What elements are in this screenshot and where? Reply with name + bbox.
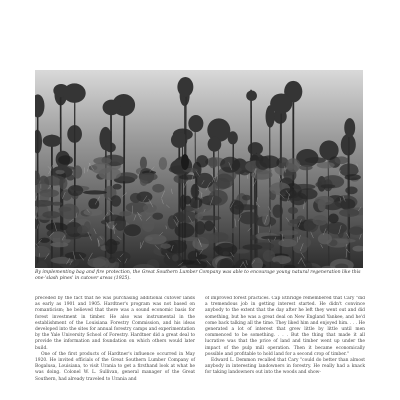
pine-foliage — [160, 243, 171, 248]
pine-foliage — [196, 155, 208, 167]
pine-foliage — [345, 186, 357, 194]
pine-foliage — [315, 196, 334, 205]
tree-crown — [208, 137, 222, 152]
pine-foliage — [97, 235, 105, 244]
pine-foliage — [240, 170, 250, 175]
pine-foliage — [42, 211, 60, 218]
pine-foliage — [173, 212, 186, 222]
tree-crown — [63, 83, 86, 102]
pine-foliage — [213, 246, 222, 252]
pine-foliage — [242, 195, 251, 201]
pine-foliage — [84, 221, 91, 231]
pine-foliage — [335, 156, 349, 164]
pine-foliage — [83, 190, 107, 194]
tree-crown — [341, 134, 356, 156]
pine-foliage — [327, 222, 347, 234]
pine-foliage — [145, 236, 152, 241]
pine-foliage — [338, 228, 344, 238]
pine-foliage — [152, 184, 164, 193]
pine-foliage — [131, 210, 141, 214]
tree-crown — [248, 142, 263, 155]
pine-foliage — [83, 209, 102, 216]
tree-crown — [171, 132, 187, 148]
pine-foliage — [130, 193, 141, 203]
tree-crown — [43, 135, 62, 147]
pine-foliage — [114, 216, 126, 231]
pine-foliage — [279, 230, 298, 235]
pine-foliage — [105, 239, 117, 254]
tree-crown — [188, 115, 203, 132]
left-paragraph-2: One of the first products of Hardtner's influence occurred in May 1920. He invited officials of the Great Southern Lumber Company of Bogalusa, Louisiana, to visit Urania to get a firsthand look at what he was doing. Colonel W. L. Sullivan, general manager of the Great Southern, had already traveled to Urania and — [35, 351, 195, 382]
pine-foliage — [196, 173, 214, 188]
pine-foliage — [220, 157, 240, 173]
pine-foliage — [339, 209, 359, 217]
pine-foliage — [298, 188, 318, 199]
pine-foliage — [313, 215, 328, 225]
right-paragraph-1: of improved forest practices. Cap Ethridge remembered that Cary "did a tremendous job in getting interest started. He didn't convince anybody to the extent that the day after he left they went out and did something, but he was a great deal on New England Yankee, and he'd come back talking all the time. They liked him and enjoyed him. . . . He generated a lot of interest that grew little by little until men commenced to be something. . . . But the thing that made it all lucrative was that the price of land and timber went up under the impact of the pulp mill operation. Then it became economically possible and profitable to hold land for a second crop of timber." — [205, 296, 365, 357]
figure-caption: By implementing bag and fire protection, the Great Southern Lumber Company was able to encourage young natural regeneration like this one-'slash pines' in cutover areas (1925). — [35, 270, 361, 281]
pine-foliage — [328, 214, 338, 224]
pine-foliage — [250, 235, 256, 241]
pine-foliage — [119, 211, 131, 216]
pine-foliage — [286, 158, 300, 172]
pine-foliage — [349, 227, 363, 235]
pine-foliage — [179, 174, 196, 179]
pine-foliage — [124, 224, 141, 236]
pine-foliage — [140, 173, 158, 181]
pine-foliage — [68, 185, 83, 196]
left-paragraph-1: preceded by the fact that he was purchasing additional cutover lands as early as 1901 and 1905. Hardtner's program was not based on romanticism; he believed that there was a sound economic basis for forest investment in timber. He also was instrumental in the establishment of the Louisiana Forestry Commission, and his ideas developed into the sites for annual forestry camps and experimentation by the Yale University School of Forestry. Hardtner did a great deal to provide the information and foundation on which others would later build. — [35, 296, 195, 351]
pine-foliage — [113, 184, 122, 190]
pine-foliage — [345, 174, 361, 180]
pine-foliage — [54, 166, 75, 170]
pine-foliage — [65, 252, 86, 259]
tree-crown — [103, 100, 121, 116]
pine-foliage — [55, 170, 64, 175]
pine-foliage — [175, 223, 195, 238]
pine-foliage — [110, 195, 121, 206]
pine-foliage — [190, 197, 203, 208]
pine-foliage — [231, 228, 239, 234]
pine-foliage — [321, 184, 336, 188]
pine-foliage — [278, 239, 297, 247]
pine-foliage — [142, 219, 154, 232]
pine-foliage — [58, 155, 73, 165]
person-figure — [181, 154, 189, 170]
tree-crown — [246, 90, 257, 101]
pine-foliage — [195, 214, 203, 220]
pine-foliage — [305, 157, 326, 163]
right-paragraph-2: Edward L. Demmon recalled that Cary "could do better than almost anybody in interesting landowners in forestry. He really had a knack for taking landowners out into the woods and show- — [205, 358, 365, 376]
pine-foliage — [50, 242, 68, 247]
pine-foliage — [180, 195, 186, 211]
pine-foliage — [256, 156, 271, 170]
pine-foliage — [318, 233, 332, 244]
tree-crown — [177, 77, 193, 97]
pine-foliage — [172, 254, 179, 261]
pine-foliage — [261, 236, 285, 240]
pine-foliage — [288, 207, 298, 214]
forest-photograph — [35, 70, 363, 268]
pine-foliage — [188, 251, 203, 262]
pine-foliage — [195, 221, 205, 235]
pine-foliage — [234, 204, 257, 210]
forest-photo-image — [35, 70, 363, 268]
pine-foliage — [299, 165, 313, 170]
pine-foliage — [272, 204, 283, 217]
left-column — [35, 296, 195, 396]
pine-foliage — [143, 204, 157, 213]
pine-foliage — [44, 175, 65, 185]
pine-foliage — [91, 163, 112, 174]
tree-crown — [228, 131, 238, 144]
tree-trunk — [251, 90, 252, 268]
right-column — [205, 296, 365, 396]
pine-foliage — [159, 157, 167, 170]
tree-crown — [270, 94, 292, 114]
body-text-columns — [35, 296, 365, 396]
pine-foliage — [204, 221, 213, 232]
tree-crown — [344, 118, 355, 137]
pine-foliage — [242, 244, 262, 250]
pine-foliage — [209, 190, 228, 206]
pine-foliage — [87, 258, 106, 267]
pine-foliage — [191, 184, 200, 199]
pine-foliage — [209, 157, 218, 168]
pine-foliage — [152, 213, 163, 220]
pine-foliage — [239, 212, 259, 225]
